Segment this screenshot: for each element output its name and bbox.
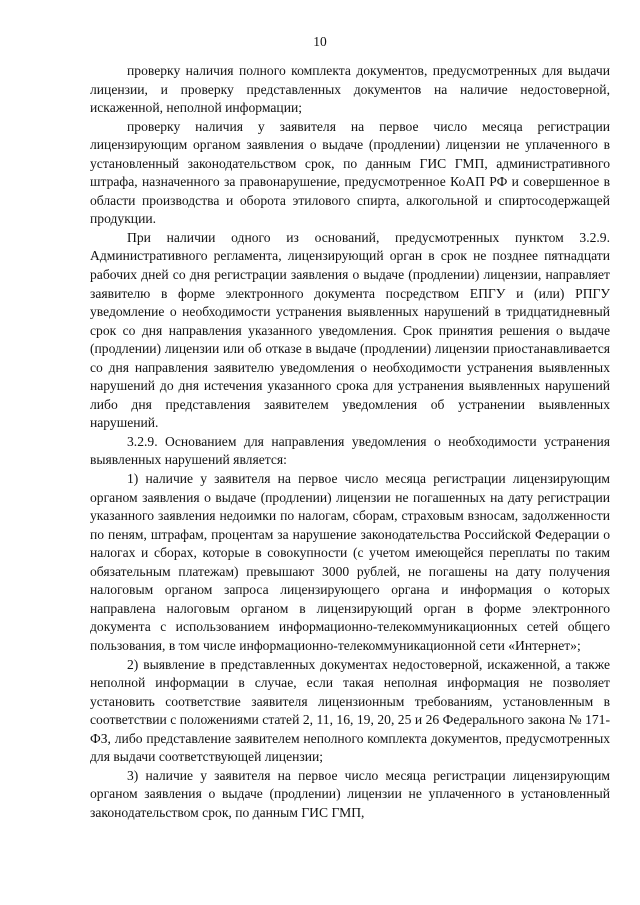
list-item-1: 1) наличие у заявителя на первое число месяца регистрации лицензирующим органом заявления о выдаче (продлении) лицензии не погашенных на дату регистрации указанного заявления недоимки по налогам, сборам, страховым взносам, задолженности по пеням, штрафам, процентам за нарушение законодательства Российской Федерации о налогах и сборах, которые в совокупности (с учетом имеющейся переплаты по таким обязательным платежам) превышают 3000 рублей, не погашены на дату получения налоговым органом запроса лицензирующего органа и информация о которых направлена налоговым органом в лицензирующий орган в форме электронного документа с использованием информационно-телекоммуникационных сетей общего пользования, в том числе информационно-телекоммуникационной сети «Интернет»; <box>90 471 610 653</box>
document-body <box>90 62 610 822</box>
page-number: 10 <box>313 34 327 49</box>
list-item-2: 2) выявление в представленных документах недостоверной, искаженной, а также неполной информации в случае, если такая неполная информация не позволяет установить соответствие заявителя лицензионным требованиям, установленным в соответствии с положениями статей 2, 11, 16, 19, 20, 25 и 26 Федерального закона № 171-ФЗ, либо представление заявителем неполного комплекта документов, предусмотренных для выдачи соответствующей лицензии; <box>90 656 610 765</box>
list-item-3: 3) наличие у заявителя на первое число месяца регистрации лицензирующим органом заявления о выдаче (продлении) лицензии не уплаченного в установленный законодательством срок, по данным ГИС ГМП, <box>90 767 610 820</box>
paragraph-section-3-2-9: 3.2.9. Основанием для направления уведомления о необходимости устранения выявленных нарушений является: <box>90 433 610 468</box>
paragraph-fine-check: проверку наличия у заявителя на первое число месяца регистрации лицензирующим органом заявления о выдаче (продлении) лицензии не уплаченного в установленный законодательством срок, по данным ГИС ГМП, административного штрафа, назначенного за правонарушение, предусмотренное КоАП РФ и совершенное в области производства и оборота этилового спирта, алкогольной и спиртосодержащей продукции. <box>90 118 610 227</box>
paragraph-document-check: проверку наличия полного комплекта документов, предусмотренных для выдачи лицензии, и проверку представленных документов на наличие недостоверной, искаженной, неполной информации; <box>90 63 610 116</box>
paragraph-notification-procedure: При наличии одного из оснований, предусмотренных пунктом 3.2.9. Административного регламента, лицензирующий орган в срок не позднее пятнадцати рабочих дней со дня регистрации заявления о выдаче (продлении) лицензии, направляет заявителю в форме электронного документа посредством ЕПГУ и (или) РПГУ уведомление о необходимости устранения выявленных нарушений в тридцатидневный срок со дня направления указанного уведомления. Срок принятия решения о выдаче (продлении) лицензии или об отказе в выдаче (продлении) лицензии приостанавливается со дня направления заявителю уведомления о необходимости устранения выявленных нарушений до дня истечения указанного срока для устранения выявленных нарушений либо дня представления заявителем уведомления об устранении выявленных нарушений. <box>90 229 610 431</box>
